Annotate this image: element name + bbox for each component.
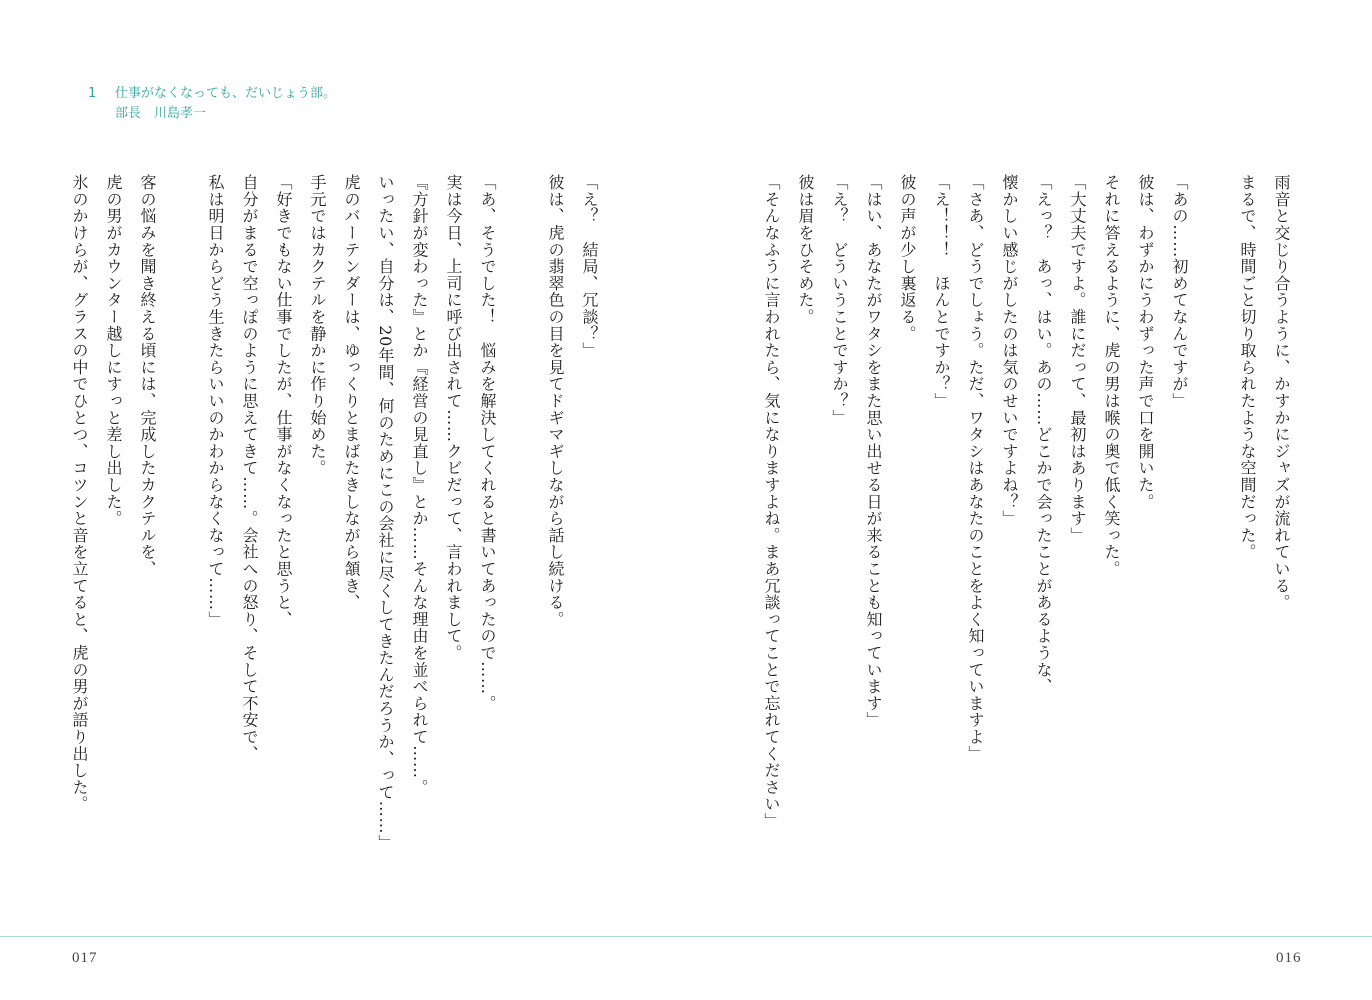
text-line: 私は明日からどう生きたらいいのかわからなくなって……」 xyxy=(206,174,225,628)
text-line: 懐かしい感じがしたのは気のせいですよね？」 xyxy=(1000,174,1019,527)
text-line: 「大丈夫ですよ。誰にだって、最初はあります」 xyxy=(1068,174,1087,544)
text-line: 実は今日、上司に呼び出されて……クビだって、言われまして。 xyxy=(444,174,463,662)
chapter-title-row xyxy=(88,84,336,104)
text-line: 彼の声が少し裏返る。 xyxy=(898,174,917,342)
text-line: 彼は、虎の翡翠色の目を見てドギマギしながら話し続ける。 xyxy=(546,174,565,628)
chapter-subtitle: 部長 川島孝一 xyxy=(115,106,207,121)
text-line: 彼は眉をひそめた。 xyxy=(796,174,815,326)
text-line xyxy=(1196,174,1230,894)
text-line: 「はい、あなたがワタシをまた思い出せる日が来ることも知っています」 xyxy=(864,174,883,729)
text-line: 自分がまるで空っぽのように思えてきて……。会社への怒り、そして不安で、 xyxy=(240,174,259,762)
text-line: 虎のバーテンダーは、ゆっくりとまばたきしながら頷き、 xyxy=(342,174,361,611)
chapter-header xyxy=(88,84,336,124)
chapter-number: 1 xyxy=(88,86,97,101)
text-line: 「あ、そうでした！ 悩みを解決してくれると書いてあったので……。 xyxy=(478,174,497,712)
footer-rule xyxy=(0,936,1372,937)
right-page-number: 016 xyxy=(1276,950,1302,966)
text-line: 客の悩みを聞き終える頃には、完成したカクテルを、 xyxy=(138,174,157,578)
text-line: 彼は、わずかにうわずった声で口を開いた。 xyxy=(1136,174,1155,510)
left-page-number: 017 xyxy=(72,950,98,966)
text-line: 「え？ どういうことですか？」 xyxy=(830,174,849,426)
text-line: 「そんなふうに言われたら、気になりますよね。まあ冗談ってことで忘れてください」 xyxy=(762,174,781,830)
text-line: 虎の男がカウンター越しにすっと差し出した。 xyxy=(104,174,123,527)
text-line: いったい、自分は、20年間、何のためにこの会社に尽くしてきたんだろうか、って……」 xyxy=(376,174,395,852)
text-line: 「好きでもない仕事でしたが、仕事がなくなったと思うと、 xyxy=(274,174,293,628)
text-line: 『方針が変わった』とか『経営の見直し』とか……そんな理由を並べられて……。 xyxy=(410,174,429,796)
text-line: まるで、時間ごと切り取られたような空間だった。 xyxy=(1238,174,1257,561)
text-line: 「あの……初めてなんですが」 xyxy=(1170,174,1189,410)
text-line xyxy=(164,174,198,894)
text-line: 「え？ 結局、冗談？」 xyxy=(580,174,599,359)
text-line xyxy=(504,174,538,894)
text-line: 氷のかけらが、グラスの中でひとつ、コツンと音を立てると、虎の男が語り出した。 xyxy=(70,174,89,813)
text-line: 「え！！！ ほんとですか？」 xyxy=(932,174,951,410)
text-line: 手元ではカクテルを静かに作り始めた。 xyxy=(308,174,327,477)
chapter-title: 仕事がなくなっても、だいじょう部。 xyxy=(115,86,337,101)
text-line: 「えっ？ あっ、はい。あの……どこかで会ったことがあるような、 xyxy=(1034,174,1053,695)
text-line: それに答えるように、虎の男は喉の奥で低く笑った。 xyxy=(1102,174,1121,578)
text-line: 「さあ、どうでしょう。ただ、ワタシはあなたのことをよく知っていますよ」 xyxy=(966,174,985,762)
text-line: 雨音と交じり合うように、かすかにジャズが流れている。 xyxy=(1272,174,1291,611)
